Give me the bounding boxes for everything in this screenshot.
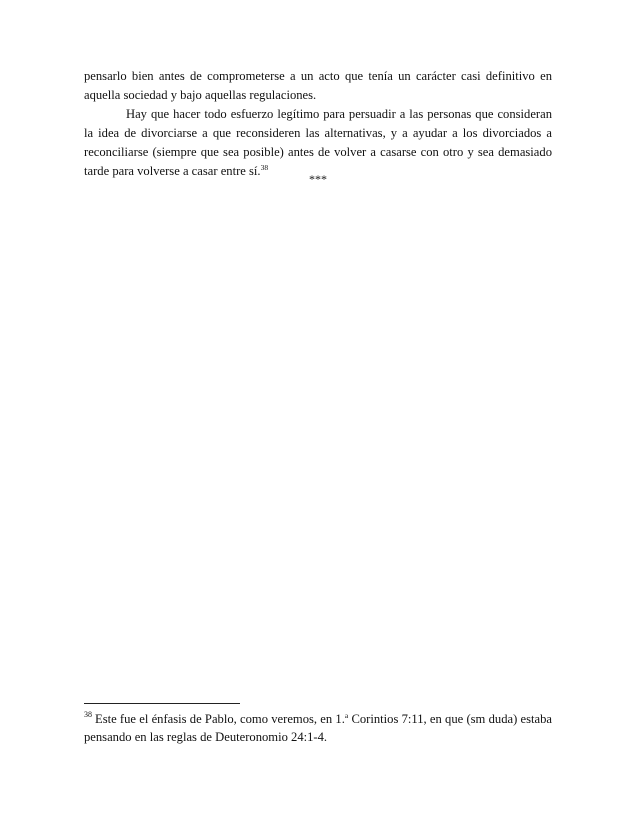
footnote-text-after: Corintios 7:11, en que (sm duda) estaba pensando en las reglas de Deuteronomio 24:1-4. — [84, 712, 552, 744]
paragraph-2-text: Hay que hacer todo esfuerzo legítimo para persuadir a las personas que consideran la idea de divorciarse a que reconsideren las alternativas, y a ayudar a los divorciados a reconciliarse (siempre que sea posible) antes de volver a casarse con otro y sea demasiado tarde para volverse a casar entre sí. — [84, 107, 552, 178]
ordinal-superscript: a — [344, 711, 349, 720]
footnote-divider — [84, 703, 240, 704]
paragraph-continuation — [84, 67, 552, 105]
footnote — [84, 710, 552, 746]
footnote-number: 38 — [84, 710, 92, 719]
body-text — [84, 67, 552, 181]
section-break: *** — [309, 172, 327, 186]
footnote-reference[interactable]: 38 — [260, 163, 269, 172]
footnote-text-before: Este fue el énfasis de Pablo, como veremos, en 1. — [95, 712, 345, 726]
paragraph-divorce-counsel — [84, 105, 552, 181]
footnote-38 — [84, 710, 552, 746]
paragraph-1-text: pensarlo bien antes de comprometerse a un acto que tenía un carácter casi definitivo en aquella sociedad y bajo aquellas regulaciones. — [84, 69, 552, 102]
